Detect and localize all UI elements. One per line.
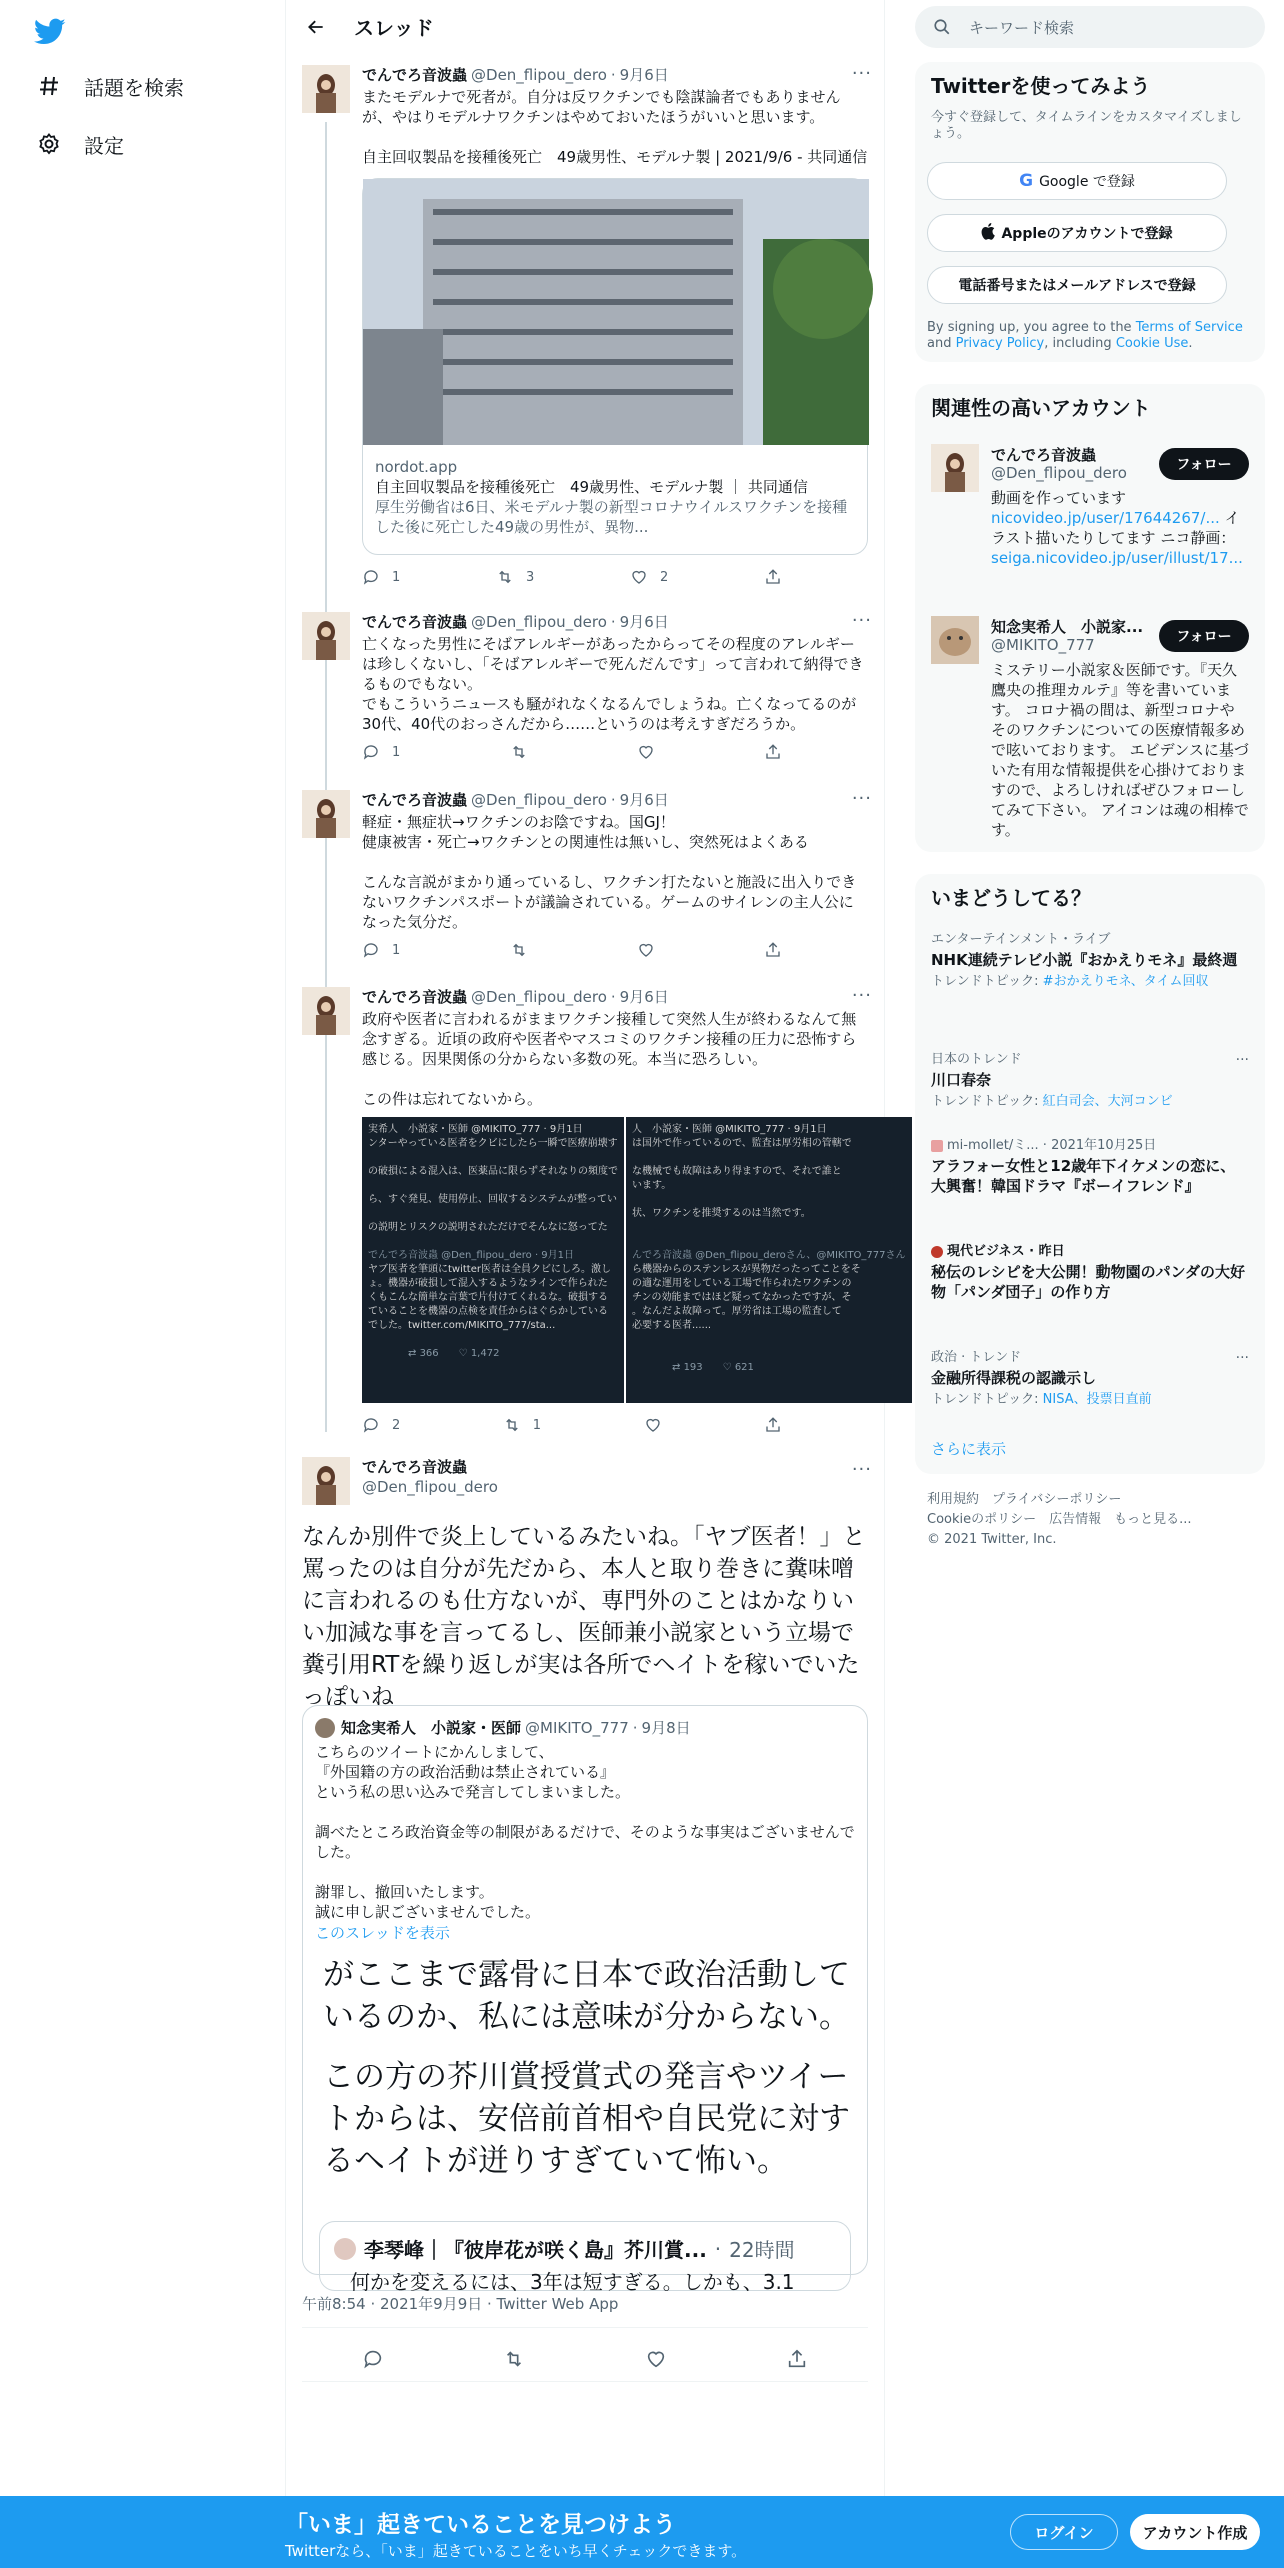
share-button[interactable] <box>764 1415 782 1435</box>
tweet-text: またモデルナで死者が。自分は反ワクチンでも陰謀論者でもありませんが、やはりモデルナワクチンはやめておいたほうがいいと思います。 自主回収製品を接種後死亡 49歳男性、モデルナ製 | 2021/9/6 - 共同通信 <box>362 88 868 166</box>
reply-count: 1 <box>392 744 401 760</box>
avatar[interactable] <box>302 1457 350 1505</box>
signup-panel <box>915 62 1265 362</box>
signup-button[interactable]: アカウント作成 <box>1130 2514 1260 2550</box>
card-image <box>363 179 867 445</box>
page-title: スレッド <box>354 16 434 40</box>
signup-subtitle: 今すぐ登録して、タイムラインをカスタマイズしましょう。 <box>931 110 1242 141</box>
avatar[interactable] <box>302 612 350 660</box>
reply-icon <box>362 941 380 959</box>
author-name[interactable]: でんでろ音波蟲 <box>362 988 468 1006</box>
terms-link[interactable]: Terms of Service <box>1135 320 1243 335</box>
quoted-tweet[interactable] <box>302 1705 868 2294</box>
trend-item[interactable]: 現代ビジネス · 昨日 秘伝のレシピを大公開！動物園のパンダの大好物「パンダ団子」の作り方 <box>931 1244 1249 1302</box>
tweet-date[interactable]: 9月6日 <box>619 988 669 1006</box>
quote-author-handle: @MIKITO_777 <box>525 1719 629 1737</box>
tweet-actions <box>362 940 782 960</box>
quote-date: 9月8日 <box>641 1719 691 1737</box>
more-options-icon[interactable]: ··· <box>851 63 872 84</box>
retweet-button[interactable] <box>503 2339 525 2379</box>
nested-time: 22時間 <box>729 2238 795 2262</box>
heart-icon <box>637 743 655 761</box>
more-options-icon[interactable]: ··· <box>1235 1350 1249 1366</box>
author-handle[interactable]: @Den_flipou_dero <box>471 66 607 84</box>
share-icon <box>764 941 782 959</box>
like-button[interactable] <box>644 1415 662 1435</box>
author-handle[interactable]: @Den_flipou_dero <box>362 1478 498 1496</box>
tweet-header: でんでろ音波蟲 @Den_flipou_dero · 9月6日 <box>362 988 669 1006</box>
author-name[interactable]: でんでろ音波蟲 <box>362 66 468 84</box>
heart-icon <box>644 1416 662 1434</box>
reply-button[interactable] <box>362 567 400 587</box>
thread-tweet[interactable] <box>286 600 884 780</box>
screenshot-image-right[interactable]: 人 小説家・医師 @MIKITO_777 · 9月1日 は国外で作っているので、監査は厚労相の管轄で な機械でも故障はあり得ますので、それで誰と います。 状、ワクチンを推奨するのは当然です。 んでろ音波蟲 @Den_flipou_deroさん、@MIKITO_777さん ら機器からのステンレスが異物だったってことをそ の適な運用をしている工場で作られたワクチンの チンの効能まではほど疑ってなかったですが、そ 。なんだよ故障って。厚労省は工場の監査して 必要する医者...... ⇄ 193 ♡ 621 <box>626 1117 912 1403</box>
retweet-count: 1 <box>532 1417 542 1433</box>
tweet-text: なんか別件で炎上しているみたいね。「ヤブ医者！」と罵ったのは自分が先だから、本人と取り巻きに糞味噌に言われるのも仕方ないが、専門外のことはかなりいい加減な事を言ってるし、医師兼小説家という立場で糞引用RTを繰り返しが実は各所でヘイトを稼いでいたっぽいね <box>302 1524 866 1710</box>
tweet-timestamp[interactable]: 午前8:54 · 2021年9月9日 · Twitter Web App <box>302 2295 619 2313</box>
trends-panel <box>915 874 1265 1474</box>
reply-icon <box>362 1416 380 1434</box>
heart-icon <box>630 568 648 586</box>
nested-quote[interactable]: 李琴峰｜『彼岸花が咲く島』芥川賞... · 22時間 何かを変えるには、3年は短すぎる。しかも、3.1 <box>319 2221 851 2291</box>
share-icon <box>764 1416 782 1434</box>
nav-explore-label: 話題を検索 <box>84 75 184 100</box>
share-icon <box>786 2348 808 2370</box>
account-handle[interactable]: @MIKITO_777 <box>991 636 1095 654</box>
tweet-header: でんでろ音波蟲 @Den_flipou_dero · 9月6日 <box>362 613 669 631</box>
quote-header: 知念実希人 小説家・医師 @MIKITO_777 · 9月8日 <box>315 1718 691 1738</box>
account-bio: ミステリー小説家＆医師です。『天久鷹央の推理カルテ』等を書いています。 コロナ禍の間は、新型コロナやそのワクチンについての医療情報多めで呟いております。 エビデンスに基づいた有用な情報提供を心掛けておりますので、よろしければぜひフォローしてみて下さい。 アイコンは魂の相棒です。 <box>991 661 1249 839</box>
more-options-icon[interactable]: ··· <box>851 610 872 631</box>
tweet-actions <box>362 1415 782 1435</box>
reply-button[interactable] <box>362 1415 400 1435</box>
retweet-icon <box>503 2348 525 2370</box>
author-name[interactable]: でんでろ音波蟲 <box>362 1458 468 1476</box>
search-input[interactable] <box>915 6 1265 48</box>
signup-title: Twitterを使ってみよう <box>931 74 1151 98</box>
quote-image-text: がここまで露骨に日本で政治活動しているのか、私には意味が分からない。 <box>323 1957 850 2035</box>
account-name[interactable]: でんでろ音波蟲 <box>991 446 1097 464</box>
quote-text: こちらのツイートにかんしまして、 『外国籍の方の政治活動は禁止されている』 という私の思い込みで発言してしまいました。 調べたところ政治資金等の制限があるだけで、そのような事実はございませんでした。 謝罪し、撤回いたします。 誠に申し訳ございませんでした。 <box>315 1743 855 1921</box>
bio-link[interactable]: seiga.nicovideo.jp/user/illust/17... <box>991 549 1243 567</box>
twitter-logo-icon[interactable] <box>28 10 72 54</box>
retweet-icon <box>503 1416 521 1434</box>
reply-count: 2 <box>392 1417 401 1433</box>
author-handle[interactable]: @Den_flipou_dero <box>471 988 607 1006</box>
thread-column <box>285 0 906 2568</box>
share-icon <box>764 743 782 761</box>
left-navigation <box>0 0 285 2568</box>
trend-item[interactable]: 政治 · トレンド 金融所得課税の認識示し トレンドトピック: NISA、投票日直前 ··· <box>931 1350 1249 1407</box>
tweet-text: 軽症・無症状→ワクチンのお陰ですね。国GJ！ 健康被害・死亡→ワクチンとの関連性は無いし、突然死はよくある こんな言説がまかり通っているし、ワクチン打たないと施設に出入りできないワクチンパスポートが議論されている。ゲームのサイレンの主人公になった気分だ。 <box>362 813 857 931</box>
trend-item[interactable]: 日本のトレンド 川口春奈 トレンドトピック: 紅白司会、大河コンビ ··· <box>931 1052 1249 1109</box>
card-description: 厚生労働省は6日、米モデルナ製の新型コロナウイルスワクチンを接種した後に死亡した49歳の男性が、異物... <box>375 498 848 536</box>
thread-tweet[interactable] <box>286 975 906 1445</box>
account-handle[interactable]: @Den_flipou_dero <box>991 464 1127 482</box>
bottom-headline: 「いま」起きていることを見つけよう <box>285 2512 676 2538</box>
screenshot-image-left[interactable]: 実希人 小説家・医師 @MIKITO_777 · 9月1日 ンターやっている医者をクビにしたら一瞬で医療崩壊す の破損による混入は、医薬品に限らずそれなりの頻度で ら、すぐ発見、使用停止、回収するシステムが整ってい の説明とリスクの説明されただけでそんなに怒ってた でんでろ音波蟲 @Den_flipou_dero · 9月1日 ヤブ医者を筆頭にtwitter医者は全員クビにしろ。激し ょ。機器が破損して混入するようなラインで作られた くもこんな簡単な言葉で片付けてくれるな。破損する ていることを機器の点検を責任からはぐらかしている でした。twitter.com/MIKITO_777/sta... ⇄ 366 ♡ 1,472 <box>362 1117 624 1403</box>
reply-icon <box>362 743 380 761</box>
avatar <box>315 1718 335 1738</box>
cookie-link[interactable]: Cookie Use <box>1115 336 1189 351</box>
trend-item[interactable]: エンターテインメント・ライブ NHK連続テレビ小説『おかえりモネ』最終週 トレンドトピック: #おかえりモネ、タイム回収 <box>931 932 1238 989</box>
phone-email-signup-button[interactable]: 電話番号またはメールアドレスで登録 <box>927 266 1227 304</box>
show-more-link[interactable]: さらに表示 <box>931 1440 1007 1458</box>
thread-header <box>286 0 884 53</box>
google-icon: G <box>1019 171 1034 191</box>
follow-button[interactable]: フォロー <box>1159 620 1249 652</box>
nested-author-name: 李琴峰｜『彼岸花が咲く島』芥川賞... <box>364 2238 707 2262</box>
link-card[interactable] <box>362 178 868 555</box>
retweet-button[interactable] <box>503 1415 541 1435</box>
tweet-text: 亡くなった男性にそばアレルギーがあったからってその程度のアレルギーは珍しくないし、「そばアレルギーで死んだんです」って言われて納得できるものでもない。 でもこういうニュースも騒がれなくなるんでしょうね。亡くなってるのが30代、40代のおっさんだから……というのは考えすぎだろうか。 <box>362 635 864 733</box>
retweet-icon <box>496 568 514 586</box>
share-button[interactable] <box>786 2339 808 2379</box>
nested-text: 何かを変えるには、3年は短すぎる。しかも、3.1 <box>350 2270 795 2294</box>
card-title: 自主回収製品を接種後死亡 49歳男性、モデルナ製 ｜ 共同通信 <box>375 478 808 496</box>
hashtag-icon <box>36 73 62 99</box>
account-card[interactable] <box>931 444 1249 594</box>
reply-icon <box>362 568 380 586</box>
trends-title: いまどうしてる？ <box>931 886 1091 910</box>
reply-button[interactable] <box>362 940 400 960</box>
follow-button[interactable]: フォロー <box>1159 448 1249 480</box>
search-icon <box>933 18 951 36</box>
privacy-link[interactable]: Privacy Policy <box>955 336 1045 351</box>
card-domain: nordot.app <box>375 458 458 476</box>
reply-icon <box>362 2348 384 2370</box>
apple-icon <box>981 223 995 243</box>
share-button[interactable] <box>764 940 782 960</box>
heart-icon <box>645 2348 667 2370</box>
trend-source: 現代ビジネス · 昨日 <box>931 1244 1249 1260</box>
like-button[interactable] <box>637 742 655 762</box>
like-button[interactable] <box>630 567 668 587</box>
show-thread-link[interactable]: このスレッドを表示 <box>315 1924 450 1942</box>
like-button[interactable] <box>645 2339 667 2379</box>
footer-links[interactable]: 利用規約 プライバシーポリシー Cookieのポリシー 広告情報 もっと見る... © 2021 Twitter, Inc. <box>927 1492 1192 1547</box>
image-gallery[interactable] <box>362 1117 906 1403</box>
more-options-icon[interactable]: ··· <box>851 788 872 809</box>
avatar[interactable] <box>302 65 350 113</box>
thread-tweet[interactable] <box>286 53 884 603</box>
tweet-date[interactable]: 9月6日 <box>619 66 669 84</box>
login-prompt-bar <box>0 2496 1284 2568</box>
share-button[interactable] <box>764 567 782 587</box>
avatar <box>334 2238 356 2260</box>
nav-settings[interactable] <box>24 118 136 170</box>
author-handle[interactable]: @Den_flipou_dero <box>471 791 607 809</box>
retweet-button[interactable] <box>510 742 528 762</box>
trend-item[interactable]: mi-mollet/ミ... · 2021年10月25日 アラフォー女性と12歳年下イケメンの恋に、大興奮！韓国ドラマ『ボーイフレンド』 <box>931 1138 1249 1196</box>
arrow-left-icon <box>306 17 326 37</box>
quote-author-name: 知念実希人 小説家・医師 <box>341 1719 522 1737</box>
thread-tweet[interactable] <box>286 778 884 976</box>
more-options-icon[interactable]: ··· <box>1235 1052 1249 1068</box>
tweet-actions <box>362 742 782 762</box>
author-name[interactable]: でんでろ音波蟲 <box>362 613 468 631</box>
avatar[interactable] <box>931 444 979 492</box>
author-handle[interactable]: @Den_flipou_dero <box>471 613 607 631</box>
tweet-text: 政府や医者に言われるがままワクチン接種して突然人生が終わるなんて無念すぎる。近頃の政府や医者やマスコミのワクチン接種の圧力に恐怖すら感じる。因果関係の分からない多数の死。本当に恐ろしい。 この件は忘れてないから。 <box>362 1010 857 1108</box>
account-card[interactable] <box>931 616 1249 839</box>
nav-settings-label: 設定 <box>84 133 124 158</box>
divider <box>302 2381 868 2382</box>
divider <box>302 2327 868 2328</box>
trend-source: mi-mollet/ミ... · 2021年10月25日 <box>931 1138 1249 1154</box>
image-header: 実希人 小説家・医師 @MIKITO_777 · 9月1日 <box>368 1124 583 1135</box>
nav-explore[interactable] <box>24 60 196 112</box>
retweet-icon <box>510 941 528 959</box>
reply-button[interactable] <box>362 2339 384 2379</box>
related-accounts-panel <box>915 384 1265 852</box>
avatar[interactable] <box>931 616 979 664</box>
tweet-header: でんでろ音波蟲 @Den_flipou_dero · 9月6日 <box>362 66 669 84</box>
reply-button[interactable] <box>362 742 400 762</box>
retweet-icon <box>510 743 528 761</box>
retweet-button[interactable] <box>496 567 534 587</box>
tweet-header: でんでろ音波蟲 @Den_flipou_dero · 9月6日 <box>362 791 669 809</box>
avatar[interactable] <box>302 790 350 838</box>
signup-terms: By signing up, you agree to the Terms of Service and Privacy Policy, including Cookie Use. <box>927 320 1243 351</box>
tweet-actions <box>362 567 782 587</box>
search-placeholder: キーワード検索 <box>969 18 1075 37</box>
bottom-subtitle: Twitterなら、「いま」起きていることをいち早くチェックできます。 <box>285 2542 747 2560</box>
tweet-header <box>362 1457 498 1497</box>
avatar[interactable] <box>302 987 350 1035</box>
account-bio: 動画を作っています nicovideo.jp/user/17644267/... イラスト描いたりしてます ニコ静画：seiga.nicovideo.jp/user/illust/17... <box>991 489 1243 567</box>
more-options-icon[interactable]: ··· <box>851 1459 872 1480</box>
retweet-count: 3 <box>526 569 535 585</box>
author-name[interactable]: でんでろ音波蟲 <box>362 791 468 809</box>
apple-signup-button[interactable]: Appleのアカウントで登録 <box>927 214 1227 252</box>
retweet-button[interactable] <box>510 940 528 960</box>
bio-link[interactable]: nicovideo.jp/user/17644267/... <box>991 509 1220 527</box>
tweet-date[interactable]: 9月6日 <box>619 791 669 809</box>
back-button[interactable] <box>298 9 334 45</box>
focused-tweet[interactable] <box>286 1445 884 2385</box>
login-button[interactable]: ログイン <box>1010 2514 1118 2550</box>
google-signup-button[interactable]: G Google で登録 <box>927 162 1227 200</box>
more-options-icon[interactable]: ··· <box>851 985 872 1006</box>
tweet-date[interactable]: 9月6日 <box>619 613 669 631</box>
reply-count: 1 <box>392 569 401 585</box>
like-count: 2 <box>660 569 669 585</box>
reply-count: 1 <box>392 942 401 958</box>
heart-icon <box>637 941 655 959</box>
quote-image-text: この方の芥川賞授賞式の発言やツイートからは、安倍前首相や自民党に対するヘイトが迸りすぎていて怖い。 <box>323 2059 850 2179</box>
account-name[interactable]: 知念実希人 小説家... <box>991 618 1144 636</box>
related-title: 関連性の高いアカウント <box>931 396 1151 420</box>
image-header: 人 小説家・医師 @MIKITO_777 · 9月1日 <box>632 1124 827 1135</box>
gear-icon <box>36 131 62 157</box>
share-icon <box>764 568 782 586</box>
share-button[interactable] <box>764 742 782 762</box>
like-button[interactable] <box>637 940 655 960</box>
tweet-actions <box>302 2339 868 2379</box>
